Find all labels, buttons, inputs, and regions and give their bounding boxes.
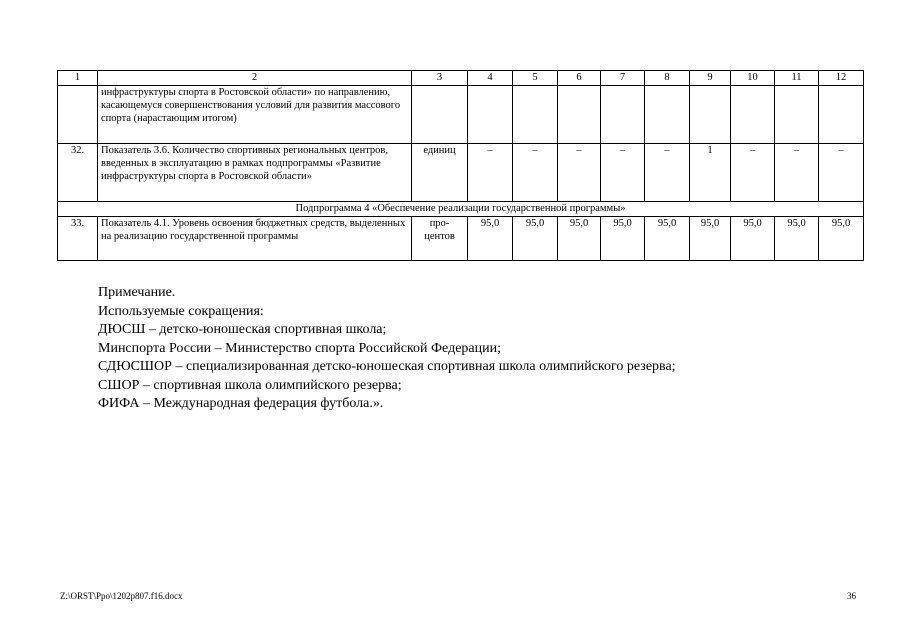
header-cell: 9 bbox=[690, 71, 731, 86]
header-cell: 11 bbox=[775, 71, 819, 86]
header-cell: 2 bbox=[98, 71, 412, 86]
abbreviation-item: ДЮСШ – детско-юношеская спортивная школа; bbox=[98, 322, 387, 337]
value-cell bbox=[558, 86, 601, 144]
value-cell bbox=[645, 86, 690, 144]
value-cell bbox=[468, 86, 513, 144]
header-cell: 5 bbox=[513, 71, 558, 86]
value-cell: 95,0 bbox=[468, 217, 513, 261]
footer-file-path: Z:\ORST\Ppo\1202p807.f16.docx bbox=[60, 591, 183, 601]
value-cell: 95,0 bbox=[731, 217, 775, 261]
header-cell: 4 bbox=[468, 71, 513, 86]
value-cell: – bbox=[558, 144, 601, 202]
header-cell: 8 bbox=[645, 71, 690, 86]
value-cell bbox=[819, 86, 864, 144]
abbreviations-heading: Используемые сокращения: bbox=[98, 303, 264, 319]
header-cell: 10 bbox=[731, 71, 775, 86]
row-number-cell: 33. bbox=[58, 217, 98, 261]
value-cell: – bbox=[819, 144, 864, 202]
value-cell: – bbox=[645, 144, 690, 202]
notes-heading: Примечание. bbox=[98, 285, 176, 300]
section-title: Подпрограмма 4 «Обеспечение реализации государственной программы» bbox=[58, 202, 864, 217]
value-cell: – bbox=[731, 144, 775, 202]
value-cell: – bbox=[775, 144, 819, 202]
header-cell: 3 bbox=[412, 71, 468, 86]
value-cell: 95,0 bbox=[690, 217, 731, 261]
header-cell: 12 bbox=[819, 71, 864, 86]
abbreviation-item: СДЮСШОР – специализированная детско-юношеская спортивная школа олимпийского резерва; bbox=[98, 359, 676, 374]
unit-cell bbox=[412, 86, 468, 144]
indicator-text-cell: Показатель 4.1. Уровень освоения бюджетных средств, выделенных на реализацию государственной программы bbox=[98, 217, 412, 261]
unit-cell: единиц bbox=[412, 144, 468, 202]
value-cell: 95,0 bbox=[601, 217, 645, 261]
indicator-text-cell: Показатель 3.6. Количество спортивных региональных центров, введенных в эксплуатацию в рамках подпрограммы «Развитие инфраструктуры спорта в Ростовской области» bbox=[98, 144, 412, 202]
notes-block bbox=[98, 284, 676, 414]
row-number-cell bbox=[58, 86, 98, 144]
abbreviation-item: Минспорта России – Министерство спорта Российской Федерации; bbox=[98, 340, 501, 356]
value-cell: 95,0 bbox=[645, 217, 690, 261]
section-row bbox=[58, 202, 864, 217]
value-cell: – bbox=[513, 144, 558, 202]
value-cell: 95,0 bbox=[513, 217, 558, 261]
value-cell: 95,0 bbox=[819, 217, 864, 261]
value-cell bbox=[775, 86, 819, 144]
value-cell: – bbox=[601, 144, 645, 202]
value-cell: 1 bbox=[690, 144, 731, 202]
indicator-text-cell: инфраструктуры спорта в Ростовской области» по направлению, касающемуся совершенствования условий для развития массового спорта (нарастающим итогом) bbox=[98, 86, 412, 144]
value-cell bbox=[513, 86, 558, 144]
row-number-cell: 32. bbox=[58, 144, 98, 202]
table-header-row bbox=[58, 71, 864, 86]
value-cell: 95,0 bbox=[558, 217, 601, 261]
table-row-continued bbox=[58, 86, 864, 144]
value-cell: 95,0 bbox=[775, 217, 819, 261]
header-cell: 1 bbox=[58, 71, 98, 86]
header-cell: 6 bbox=[558, 71, 601, 86]
indicators-table bbox=[57, 70, 864, 261]
page-number: 36 bbox=[847, 591, 856, 601]
header-cell: 7 bbox=[601, 71, 645, 86]
value-cell bbox=[731, 86, 775, 144]
table-row-32 bbox=[58, 144, 864, 202]
value-cell: – bbox=[468, 144, 513, 202]
unit-cell: про- центов bbox=[412, 217, 468, 261]
value-cell bbox=[690, 86, 731, 144]
abbreviation-item: СШОР – спортивная школа олимпийского резерва; bbox=[98, 377, 402, 393]
abbreviation-item: ФИФА – Международная федерация футбола.». bbox=[98, 396, 384, 411]
table-row-33 bbox=[58, 217, 864, 261]
value-cell bbox=[601, 86, 645, 144]
